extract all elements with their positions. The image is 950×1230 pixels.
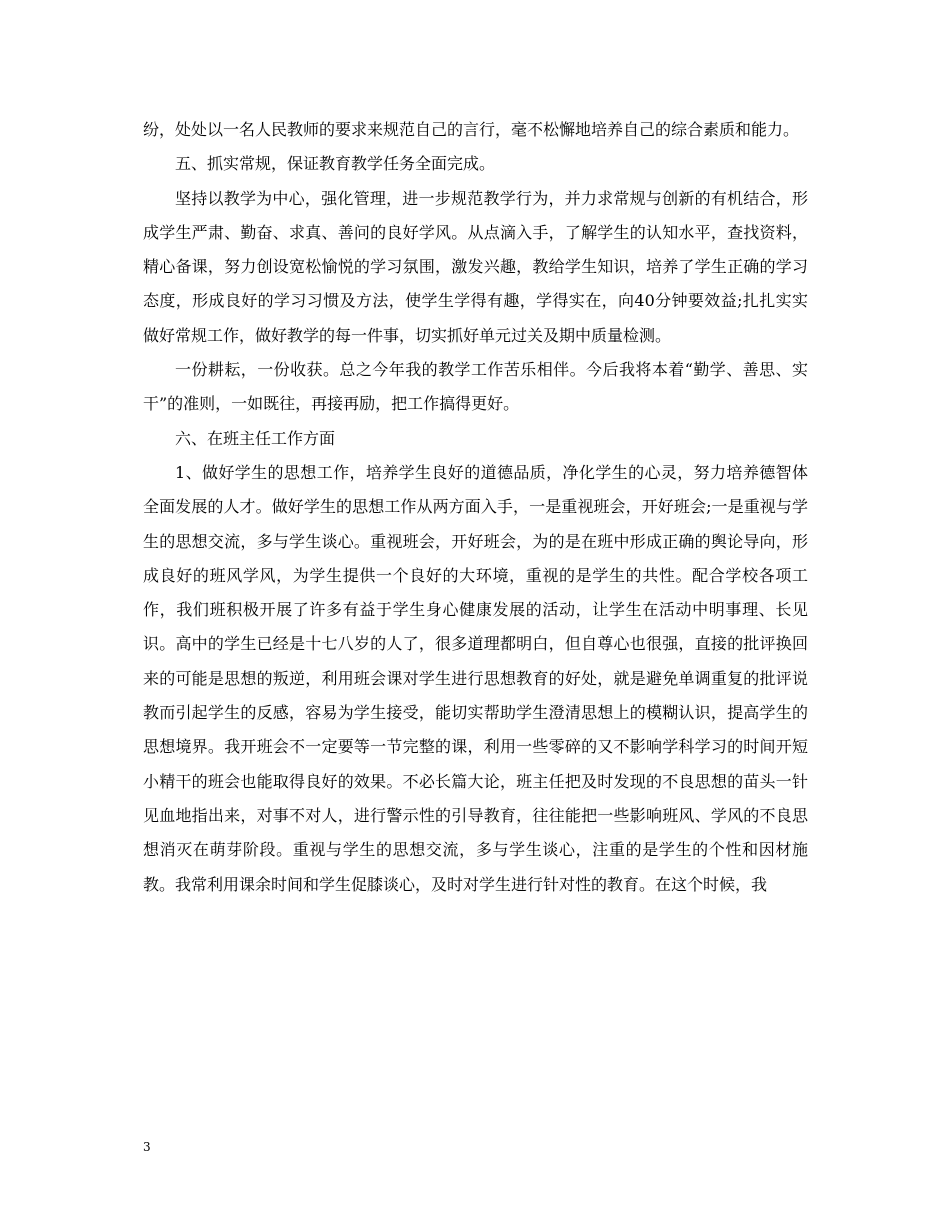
paragraph-teaching-routine: 坚持以教学为中心，强化管理，进一步规范教学行为，并力求常规与创新的有机结合，形成学生严肃、勤奋、求真、善问的良好学风。从点滴入手，了解学生的认知水平，查找资料，精心备课，努力创设宽松愉悦的学习氛围，激发兴趣，教给学生知识，培养了学生正确的学习态度，形成良好的学习习惯及方法，使学生学得有趣，学得实在，向40分钟要效益;扎扎实实做好常规工作，做好教学的每一件事，切实抓好单元过关及期中质量检测。: [143, 188, 808, 345]
paragraph-class-teacher-work: 1、做好学生的思想工作，培养学生良好的道德品质，净化学生的心灵，努力培养德智体全面发展的人才。做好学生的思想工作从两方面入手，一是重视班会，开好班会;一是重视与学生的思想交流，多与学生谈心。重视班会，开好班会，为的是在班中形成正确的舆论导向，形成良好的班风学风，为学生提供一个良好的大环境，重视的是学生的共性。配合学校各项工作，我们班积极开展了许多有益于学生身心健康发展的活动，让学生在活动中明事理、长见识。高中的学生已经是十七八岁的人了，很多道理都明白，但自尊心也很强，直接的批评换回来的可能是思想的叛逆，利用班会课对学生进行思想教育的好处，就是避免单调重复的批评说教而引起学生的反感，容易为学生接受，能切实帮助学生澄清思想上的模糊认识，提高学生的思想境界。我开班会不一定要等一节完整的课，利用一些零碎的又不影响学科学习的时间开短小精干的班会也能取得良好的效果。不必长篇大论，班主任把及时发现的不良思想的苗头一针见血地指出来，对事不对人，进行警示性的引导教育，往往能把一些影响班风、学风的不良思想消灭在萌芽阶段。重视与学生的思想交流，多与学生谈心，注重的是学生的个性和因材施教。我常利用课余时间和学生促膝谈心，及时对学生进行针对性的教育。在这个时候，我: [143, 462, 808, 894]
page-body: [143, 113, 808, 902]
section-heading-five: 五、抓实常规，保证教育教学任务全面完成。: [175, 154, 496, 174]
paragraph-continuation: 纷，处处以一名人民教师的要求来规范自己的言行，毫不松懈地培养自己的综合素质和能力。: [143, 120, 800, 139]
page-number: 3: [143, 1140, 151, 1154]
paragraph-summary: 一份耕耘，一份收获。总之今年我的教学工作苦乐相伴。今后我将本着“勤学、善思、实干”的准则，一如既往，再接再励，把工作搞得更好。: [143, 360, 808, 414]
section-heading-six: 六、在班主任工作方面: [175, 428, 336, 448]
